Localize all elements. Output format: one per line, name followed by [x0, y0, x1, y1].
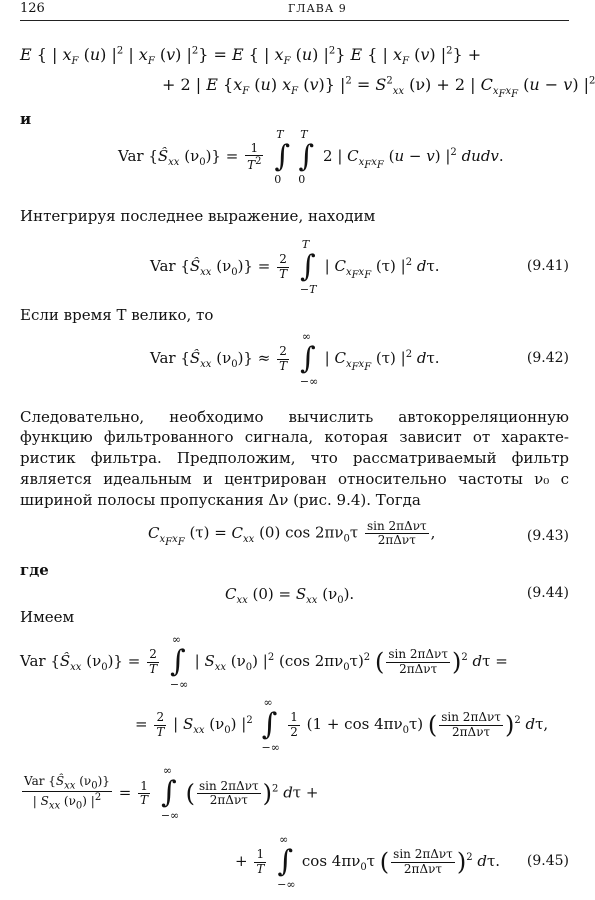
word-and: и — [20, 110, 32, 128]
equation-9-43: $C_{x_Fx_F}$ $(\tau) = C_{xx}$ (0) $\cos 2\pi\nu_0\tau$ $\frac{\text{sin 2πΔντ}}{\text{2πΔντ}}$ , — [148, 519, 436, 548]
equation-number-9-43: (9.43) — [526, 528, 569, 544]
paragraph-line-1: Следовательно, необходимо вычислить автокорреляционную — [20, 408, 569, 426]
equation-normalized-variance-2: + $\frac{1}{T}$ ∞ ∫ −∞ $\cos 4\pi\nu_0\tau$ ( $\frac{\text{sin 2πΔντ}}{\text{2πΔντ}}$ )$^2$ dτ. — [235, 833, 501, 891]
word-where: где — [20, 561, 49, 579]
paragraph-line-3: ристик фильтра. Предположим, что рассматриваемый фильтр — [20, 449, 569, 467]
paragraph-line-4: является идеальным и центрирован относительно частоты ν₀ с — [20, 470, 569, 488]
equation-9-42: Var {$Ŝ_{xx}$ $(\nu_0)$} ≈ $\frac{2}{T}$ ∞ ∫ −∞ | $C_{x_Fx_F}$ (τ) $|^2$ dτ. — [150, 330, 440, 388]
equation-variance-expansion-1: Var {$Ŝ_{xx}$ $(\nu_0)$} = $\frac{2}{T}$ ∞ ∫ −∞ | $S_{xx}$ $(\nu_0)$ $|^2$ (cos $2\pi\nu_0\tau)^2$ ( $\frac{\text{sin 2πΔντ}}{\text{2πΔντ}}$ )$^2$ dτ = — [20, 633, 508, 691]
equation-variance-double-integral: Var {$Ŝ_{xx}$ $(\nu_0)$} = $\frac{1}{T^2}$ T ∫ 0 T ∫ 0 2 | $C_{x_Fx_F}$ (u − v) $|^2$ dudv. — [118, 128, 504, 186]
equation-number-9-44: (9.44) — [526, 585, 569, 601]
running-header — [20, 0, 569, 21]
equation-number-9-41: (9.41) — [526, 258, 569, 274]
paragraph-integrating: Интегрируя последнее выражение, находим — [20, 207, 376, 225]
equation-number-9-45: (9.45) — [526, 853, 569, 869]
paragraph-line-2: функцию фильтрованного сигнала, которая зависит от характе- — [20, 428, 569, 446]
paragraph-if-time-large: Если время T велико, то — [20, 306, 214, 324]
page-number: 126 — [20, 1, 45, 16]
equation-9-44: $C_{xx}$ $(0) = S_{xx}$ $(\nu_0)$. — [225, 585, 355, 606]
equation-normalized-variance-1: $\frac{Var \{Ŝ_{xx} (\nu_0)\}}{| S_{xx} (\nu_0) |^2}$ = $\frac{1}{T}$ ∞ ∫ −∞ ( $\frac{\text{sin 2πΔντ}}{\text{2πΔντ}}$ )$^2$ dτ + — [24, 764, 319, 823]
word-we-have: Имеем — [20, 608, 75, 626]
equation-variance-expansion-2: = $\frac{2}{T}$ | $S_{xx}$ $(\nu_0)$ $|^2$ ∞ ∫ −∞ $\frac{1}{2}$ $(1 + \cos 4\pi\nu_0\tau)$ ( $\frac{\text{sin 2πΔντ}}{\text{2πΔντ}}$ )$^2$ dτ, — [135, 696, 549, 754]
equation-9-41: Var {$Ŝ_{xx}$ $(\nu_0)$} = $\frac{2}{T}$ T ∫ −T | $C_{x_Fx_F}$ (τ) $|^2$ dτ. — [150, 238, 440, 296]
equation-expectation-line2: + 2 | E {$x_F$ (u) $x_F$ (v)} $|^2 = S^2_{xx}$ (ν) + 2 | $C_{x_Fx_F}$ (u − v) $|^2$ — [162, 75, 595, 101]
paragraph-line-5: шириной полосы пропускания Δν (рис. 9.4). Тогда — [20, 491, 421, 509]
equation-expectation-line1: E { | $x_F$ (u) $|^2$ | $x_F$ (v) $|^2\} = E$ { | $x_F$ (u) $|^2$} E { | $x_F$ (v) $|^2$} + — [20, 45, 482, 68]
equation-number-9-42: (9.42) — [526, 350, 569, 366]
chapter-title: ГЛАВА 9 — [288, 2, 347, 15]
